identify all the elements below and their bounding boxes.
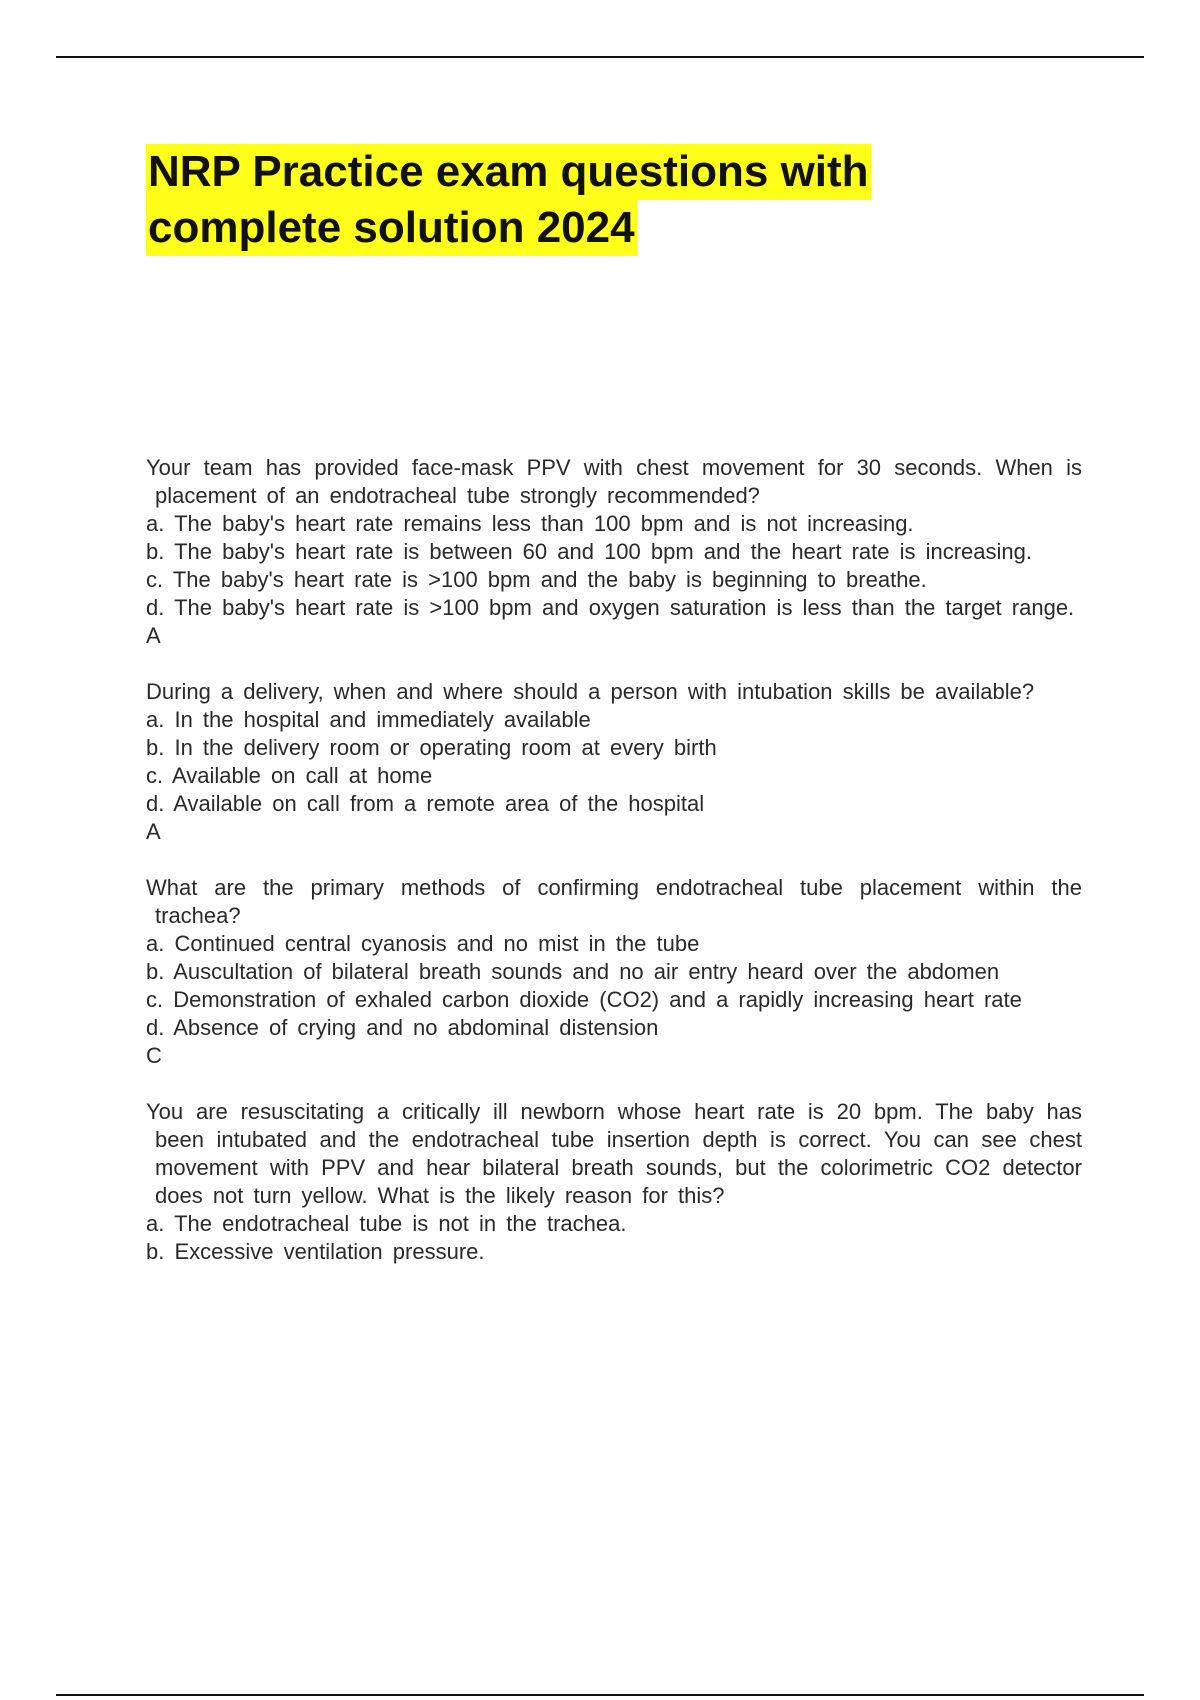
option-b: b. In the delivery room or operating room at every birth [146,735,717,760]
option-c: c. Demonstration of exhaled carbon dioxide (CO2) and a rapidly increasing heart rate [146,987,1022,1012]
option-c: c. The baby's heart rate is >100 bpm and the baby is beginning to breathe. [146,567,927,592]
option-a: a. The endotracheal tube is not in the trachea. [146,1211,627,1236]
question-text: What are the primary methods of confirming endotracheal tube placement within the trachea? [146,875,1082,928]
option-d: d. Absence of crying and no abdominal distension [146,1015,659,1040]
option-b: b. Excessive ventilation pressure. [146,1239,485,1264]
option-a: a. In the hospital and immediately available [146,707,591,732]
title-line-2: complete solution 2024 [146,200,637,256]
footer-rule [56,1694,1144,1696]
question-2 [146,678,1082,846]
option-d: d. Available on call from a remote area of the hospital [146,791,705,816]
option-c: c. Available on call at home [146,763,433,788]
question-text: You are resuscitating a critically ill newborn whose heart rate is 20 bpm. The baby has been intubated and the endotracheal tube insertion depth is correct. You can see chest movement with PPV and hear bilateral breath sounds, but the colorimetric CO2 detector does not turn yellow. What is the likely reason for this? [146,1099,1082,1208]
questions-list [146,454,1082,1294]
option-d: d. The baby's heart rate is >100 bpm and oxygen saturation is less than the target range. [146,595,1075,620]
title-line-1: NRP Practice exam questions with [146,144,871,200]
question-3 [146,874,1082,1070]
question-4 [146,1098,1082,1266]
document-title [146,144,1046,256]
answer: A [146,819,161,844]
question-text: During a delivery, when and where should a person with intubation skills be available? [146,679,1035,704]
question-text: Your team has provided face-mask PPV with chest movement for 30 seconds. When is placement of an endotracheal tube strongly recommended? [146,455,1082,508]
answer: C [146,1043,162,1068]
option-b: b. The baby's heart rate is between 60 and 100 bpm and the heart rate is increasing. [146,539,1032,564]
option-a: a. The baby's heart rate remains less than 100 bpm and is not increasing. [146,511,914,536]
option-b: b. Auscultation of bilateral breath sounds and no air entry heard over the abdomen [146,959,1000,984]
header-rule [56,56,1144,58]
question-1 [146,454,1082,650]
option-a: a. Continued central cyanosis and no mist in the tube [146,931,700,956]
answer: A [146,623,161,648]
